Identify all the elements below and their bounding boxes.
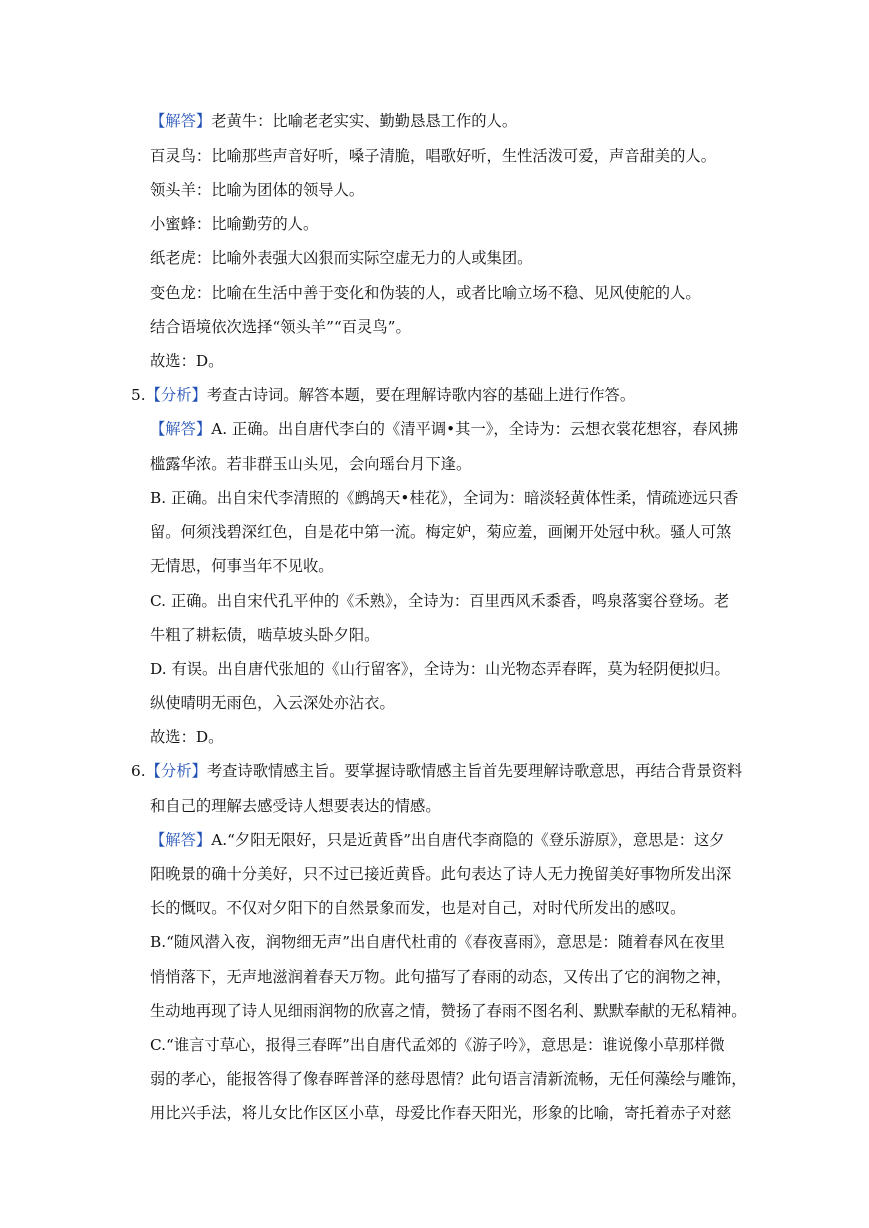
q4-answer-line-6: 变色龙：比喻在生活中善于变化和伪装的人，或者比喻立场不稳、见风使舵的人。 xyxy=(150,284,701,302)
q5-answer-line-8: D. 有误。出自唐代张旭的《山行留客》，全诗为：山光物态弄春晖，莫为轻阴便拟归。 xyxy=(150,660,730,678)
q6-answer-line-9: 用比兴手法，将儿女比作区区小草，母爱比作春天阳光，形象的比喻，寄托着赤子对慈 xyxy=(150,1104,732,1122)
q6-analysis: 6.【分析】考查诗歌情感主旨。要掌握诗歌情感主旨首先要理解诗歌意思，再结合背景资料 xyxy=(131,762,743,780)
q4-answer-line-8: 故选：D。 xyxy=(150,352,224,370)
q4-answer-line-1: 【解答】老黄牛：比喻老老实实、勤勤恳恳工作的人。 xyxy=(150,112,518,130)
q5-analysis: 5.【分析】考查古诗词。解答本题，要在理解诗歌内容的基础上进行作答。 xyxy=(131,386,636,404)
q5-answer-line-1: 【解答】A. 正确。出自唐代李白的《清平调•其一》，全诗为：云想衣裳花想容，春风拂 xyxy=(150,420,739,438)
q5-answer-line-4: 留。何须浅碧深红色，自是花中第一流。梅定妒，菊应羞，画阑开处冠中秋。骚人可煞 xyxy=(150,523,732,541)
q6-answer-line-8: 弱的孝心，能报答得了像春晖普泽的慈母恩情？此句语言清新流畅，无任何藻绘与雕饰， xyxy=(150,1070,747,1088)
q5-answer-line-6: C. 正确。出自宋代孔平仲的《禾熟》，全诗为：百里西风禾黍香，鸣泉落窦谷登场。老 xyxy=(150,592,730,610)
q6-answer-line-2: 阳晚景的确十分美好，只不过已接近黄昏。此句表达了诗人无力挽留美好事物所发出深 xyxy=(150,865,732,883)
analysis-tag: 【分析】 xyxy=(145,762,207,780)
q6-analysis-cont: 和自己的理解去感受诗人想要表达的情感。 xyxy=(150,797,441,815)
question-number: 6. xyxy=(131,762,146,780)
q5-answer-line-10: 故选：D。 xyxy=(150,728,224,746)
q5-answer-line-2: 槛露华浓。若非群玉山头见，会向瑶台月下逢。 xyxy=(150,455,472,473)
q6-answer-line-5: 悄悄落下，无声地滋润着春天万物。此句描写了春雨的动态，又传出了它的润物之神， xyxy=(150,968,732,986)
q4-answer-line-4: 小蜜蜂：比喻勤劳的人。 xyxy=(150,215,319,233)
q6-answer-line-3: 长的慨叹。不仅对夕阳下的自然景象而发，也是对自己，对时代所发出的感叹。 xyxy=(150,899,686,917)
q4-answer-line-5: 纸老虎：比喻外表强大凶狠而实际空虚无力的人或集团。 xyxy=(150,249,533,267)
question-number: 5. xyxy=(131,386,146,404)
answer-tag: 【解答】 xyxy=(150,112,212,130)
q5-answer-line-9: 纵使晴明无雨色，入云深处亦沾衣。 xyxy=(150,694,395,712)
q4-answer-line-3: 领头羊：比喻为团体的领导人。 xyxy=(150,181,365,199)
q5-answer-line-7: 牛粗了耕耘债，啮草坡头卧夕阳。 xyxy=(150,626,380,644)
q4-answer-line-7: 结合语境依次选择“领头羊”“百灵鸟”。 xyxy=(150,318,411,336)
q4-answer-line-2: 百灵鸟：比喻那些声音好听，嗓子清脆，唱歌好听，生性活泼可爱，声音甜美的人。 xyxy=(150,147,716,165)
q6-answer-line-6: 生动地再现了诗人见细雨润物的欣喜之情，赞扬了春雨不图名利、默默奉献的无私精神。 xyxy=(150,1002,747,1020)
answer-tag: 【解答】 xyxy=(150,831,212,849)
q5-answer-line-3: B. 正确。出自宋代李清照的《鹧鸪天•桂花》，全词为：暗淡轻黄体性柔，情疏迹远只香 xyxy=(150,489,739,507)
q6-answer-line-4: B.“随风潜入夜，润物细无声”出自唐代杜甫的《春夜喜雨》，意思是：随着春风在夜里 xyxy=(150,933,725,951)
analysis-tag: 【分析】 xyxy=(145,386,207,404)
q5-answer-line-5: 无情思，何事当年不见收。 xyxy=(150,557,334,575)
q6-answer-line-7: C.“谁言寸草心，报得三春晖”出自唐代孟郊的《游子吟》，意思是：谁说像小草那样微 xyxy=(150,1036,725,1054)
q6-answer-line-1: 【解答】A.“夕阳无限好，只是近黄昏”出自唐代李商隐的《登乐游原》，意思是：这夕 xyxy=(150,831,725,849)
answer-tag: 【解答】 xyxy=(150,420,212,438)
